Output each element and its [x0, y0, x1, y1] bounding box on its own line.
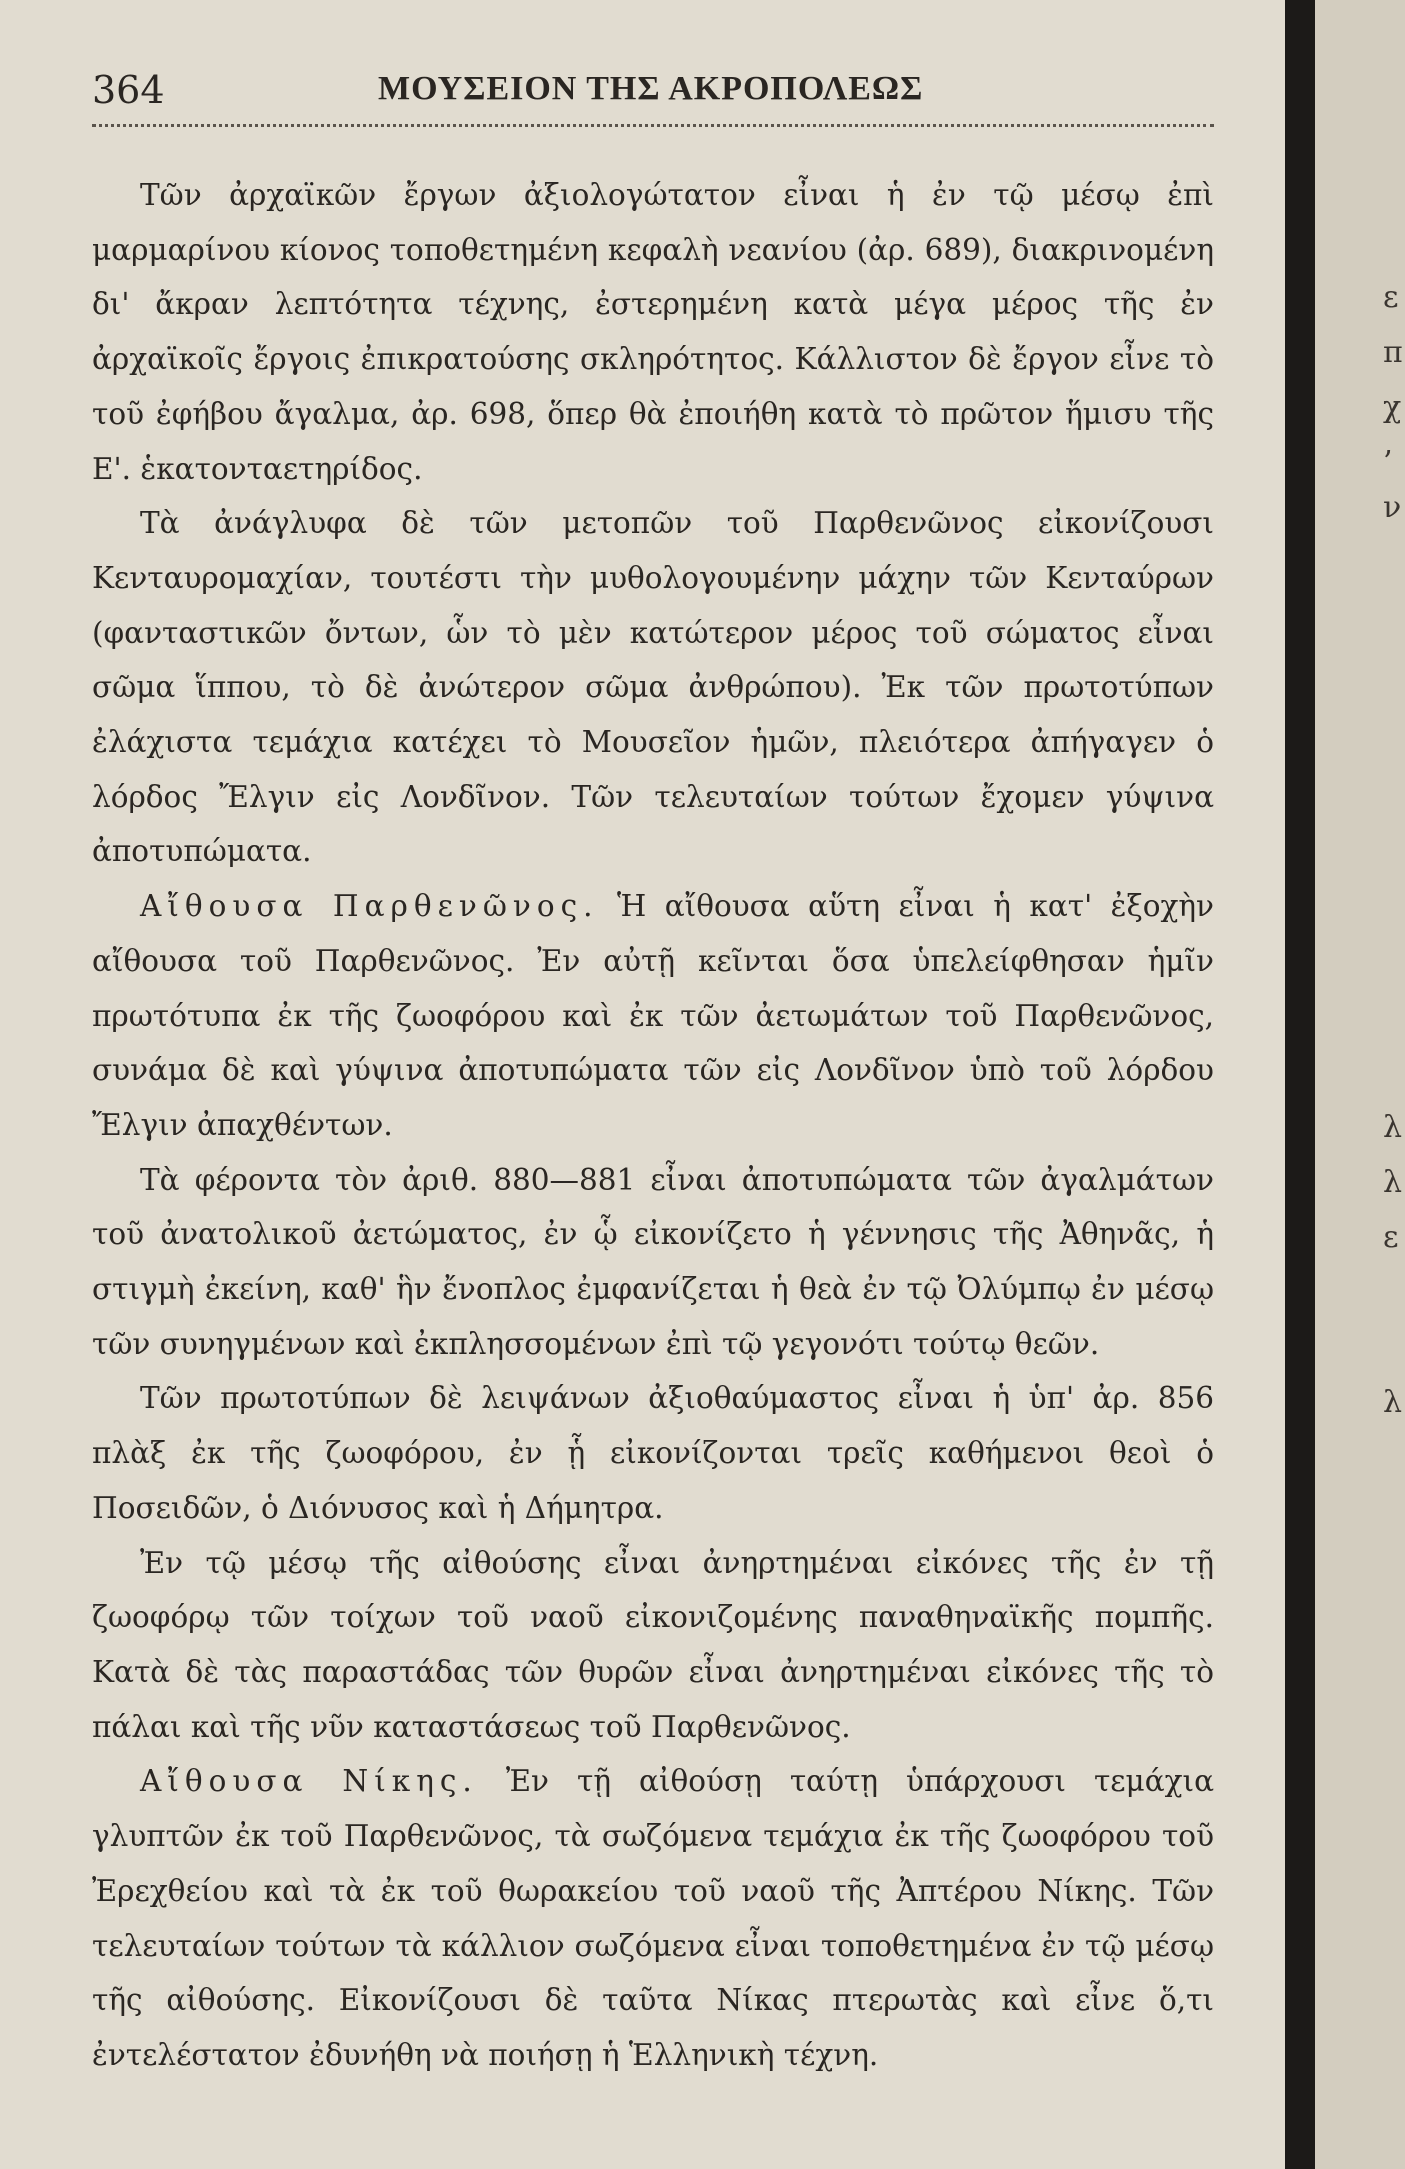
facing-page-fragment: ν [1383, 490, 1402, 525]
page-header [92, 62, 1214, 122]
facing-page-fragment: λ [1383, 1165, 1403, 1200]
paragraph-text: Τῶν ἀρχαϊκῶν ἔργων ἀξιολογώτατον εἶναι ἡ ἐν τῷ μέσῳ ἐπὶ μαρμαρίνου κίονος τοποθετημένη κεφαλὴ νεανίου (ἀρ. 689), διακρινομένη δι' ἄκραν λεπτότητα τέχνης, ἐστερημένη κατὰ μέγα μέρος τῆς ἐν ἀρχαϊκοῖς ἔργοις ἐπικρατούσης σκληρότητος. Κάλλιστον δὲ ἔργον εἶνε τὸ τοῦ ἐφήβου ἄγαλμα, ἀρ. 698, ὅπερ θὰ ἐποιήθη κατὰ τὸ πρῶτον ἥμισυ τῆς Ε'. ἑκατονταετηρίδος. [92, 178, 1214, 486]
paragraph-text: Τὰ φέροντα τὸν ἀριθ. 880—881 εἶναι ἀποτυπώματα τῶν ἀγαλμάτων τοῦ ἀνατολικοῦ ἀετώματος, ἐν ᾧ εἰκονίζετο ἡ γέννησις τῆς Ἀθηνᾶς, ἡ στιγμὴ ἐκείνη, καθ' ἣν ἔνοπλος ἐμφανίζεται ἡ θεὰ ἐν τῷ Ὀλύμπῳ ἐν μέσῳ τῶν συνηγμένων καὶ ἐκπλησσομένων ἐπὶ τῷ γεγονότι τούτῳ θεῶν. [92, 1162, 1214, 1361]
facing-page-fragment: π [1383, 335, 1403, 370]
paragraph [92, 1536, 1214, 1755]
paragraph-text: Ἡ αἴθουσα αὕτη εἶναι ἡ κατ' ἐξοχὴν αἴθουσα τοῦ Παρθενῶνος. Ἐν αὐτῇ κεῖνται ὅσα ὑπελείφθησαν ἡμῖν πρωτότυπα ἐκ τῆς ζωοφόρου καὶ ἐκ τῶν ἀετωμάτων τοῦ Παρθενῶνος, συνάμα δὲ καὶ γύψινα ἀποτυπώματα τῶν εἰς Λονδῖνον ὑπὸ τοῦ λόρδου Ἔλγιν ἀπαχθέντων. [92, 889, 1214, 1142]
header-rule [92, 124, 1214, 127]
page-number: 364 [92, 68, 165, 112]
paragraph-text: Τῶν πρωτοτύπων δὲ λειψάνων ἀξιοθαύμαστος εἶναι ἡ ὑπ' ἀρ. 856 πλὰξ ἐκ τῆς ζωοφόρου, ἐν ᾗ εἰκονίζονται τρεῖς καθήμενοι θεοὶ ὁ Ποσειδῶν, ὁ Διόνυσος καὶ ἡ Δήμητρα. [92, 1381, 1214, 1525]
paragraph [92, 1754, 1214, 2082]
facing-page-fragment: χ [1383, 390, 1402, 425]
paragraph [92, 879, 1214, 1153]
facing-page-fragment: λ [1383, 1385, 1403, 1420]
facing-page-edge [1315, 0, 1405, 2169]
facing-page-fragment: λ [1383, 1110, 1403, 1145]
section-heading: Αἴθουσα Παρθενῶνος. [140, 889, 599, 924]
facing-page-fragment: ’ [1383, 445, 1393, 480]
facing-page-fragment: ε [1383, 1220, 1399, 1255]
paragraph [92, 496, 1214, 879]
book-gutter [1285, 0, 1315, 2169]
paragraph-text: Τὰ ἀνάγλυφα δὲ τῶν μετοπῶν τοῦ Παρθενῶνος εἰκονίζουσι Κενταυρομαχίαν, τουτέστι τὴν μυθολογουμένην μάχην τῶν Κενταύρων (φανταστικῶν ὄντων, ὧν τὸ μὲν κατώτερον μέρος τοῦ σώματος εἶναι σῶμα ἵππου, τὸ δὲ ἀνώτερον σῶμα ἀνθρώπου). Ἐκ τῶν πρωτοτύπων ἐλάχιστα τεμάχια κατέχει τὸ Μουσεῖον ἡμῶν, πλειότερα ἀπήγαγεν ὁ λόρδος Ἔλγιν εἰς Λονδῖνον. Τῶν τελευταίων τούτων ἔχομεν γύψινα ἀποτυπώματα. [92, 506, 1214, 869]
paragraph [92, 1371, 1214, 1535]
body-text [92, 168, 1214, 2083]
paragraph [92, 168, 1214, 496]
facing-page-fragment: ε [1383, 280, 1399, 315]
paragraph-text: Ἐν τῷ μέσῳ τῆς αἰθούσης εἶναι ἀνηρτημέναι εἰκόνες τῆς ἐν τῇ ζωοφόρῳ τῶν τοίχων τοῦ ναοῦ εἰκονιζομένης παναθηναϊκῆς πομπῆς. Κατὰ δὲ τὰς παραστάδας τῶν θυρῶν εἶναι ἀνηρτημέναι εἰκόνες τῆς τὸ πάλαι καὶ τῆς νῦν καταστάσεως τοῦ Παρθενῶνος. [92, 1545, 1214, 1744]
paragraph-text: Ἐν τῇ αἰθούσῃ ταύτῃ ὑπάρχουσι τεμάχια γλυπτῶν ἐκ τοῦ Παρθενῶνος, τὰ σωζόμενα τεμάχια ἐκ τῆς ζωοφόρου τοῦ Ἐρεχθείου καὶ τὰ ἐκ τοῦ θωρακείου τοῦ ναοῦ τῆς Ἀπτέρου Νίκης. Τῶν τελευταίων τούτων τὰ κάλλιον σωζόμενα εἶναι τοποθετημένα ἐν τῷ μέσῳ τῆς αἰθούσης. Εἰκονίζουσι δὲ ταῦτα Νίκας πτερωτὰς καὶ εἶνε ὅ,τι ἐντελέστατον ἐδυνήθη νὰ ποιήσῃ ἡ Ἑλληνικὴ τέχνη. [92, 1764, 1215, 2072]
section-heading: Αἴθουσα Νίκης. [140, 1764, 478, 1799]
paragraph [92, 1153, 1214, 1372]
running-head: ΜΟΥΣΕΙΟΝ ΤΗΣ ΑΚΡΟΠΟΛΕΩΣ [378, 70, 924, 107]
